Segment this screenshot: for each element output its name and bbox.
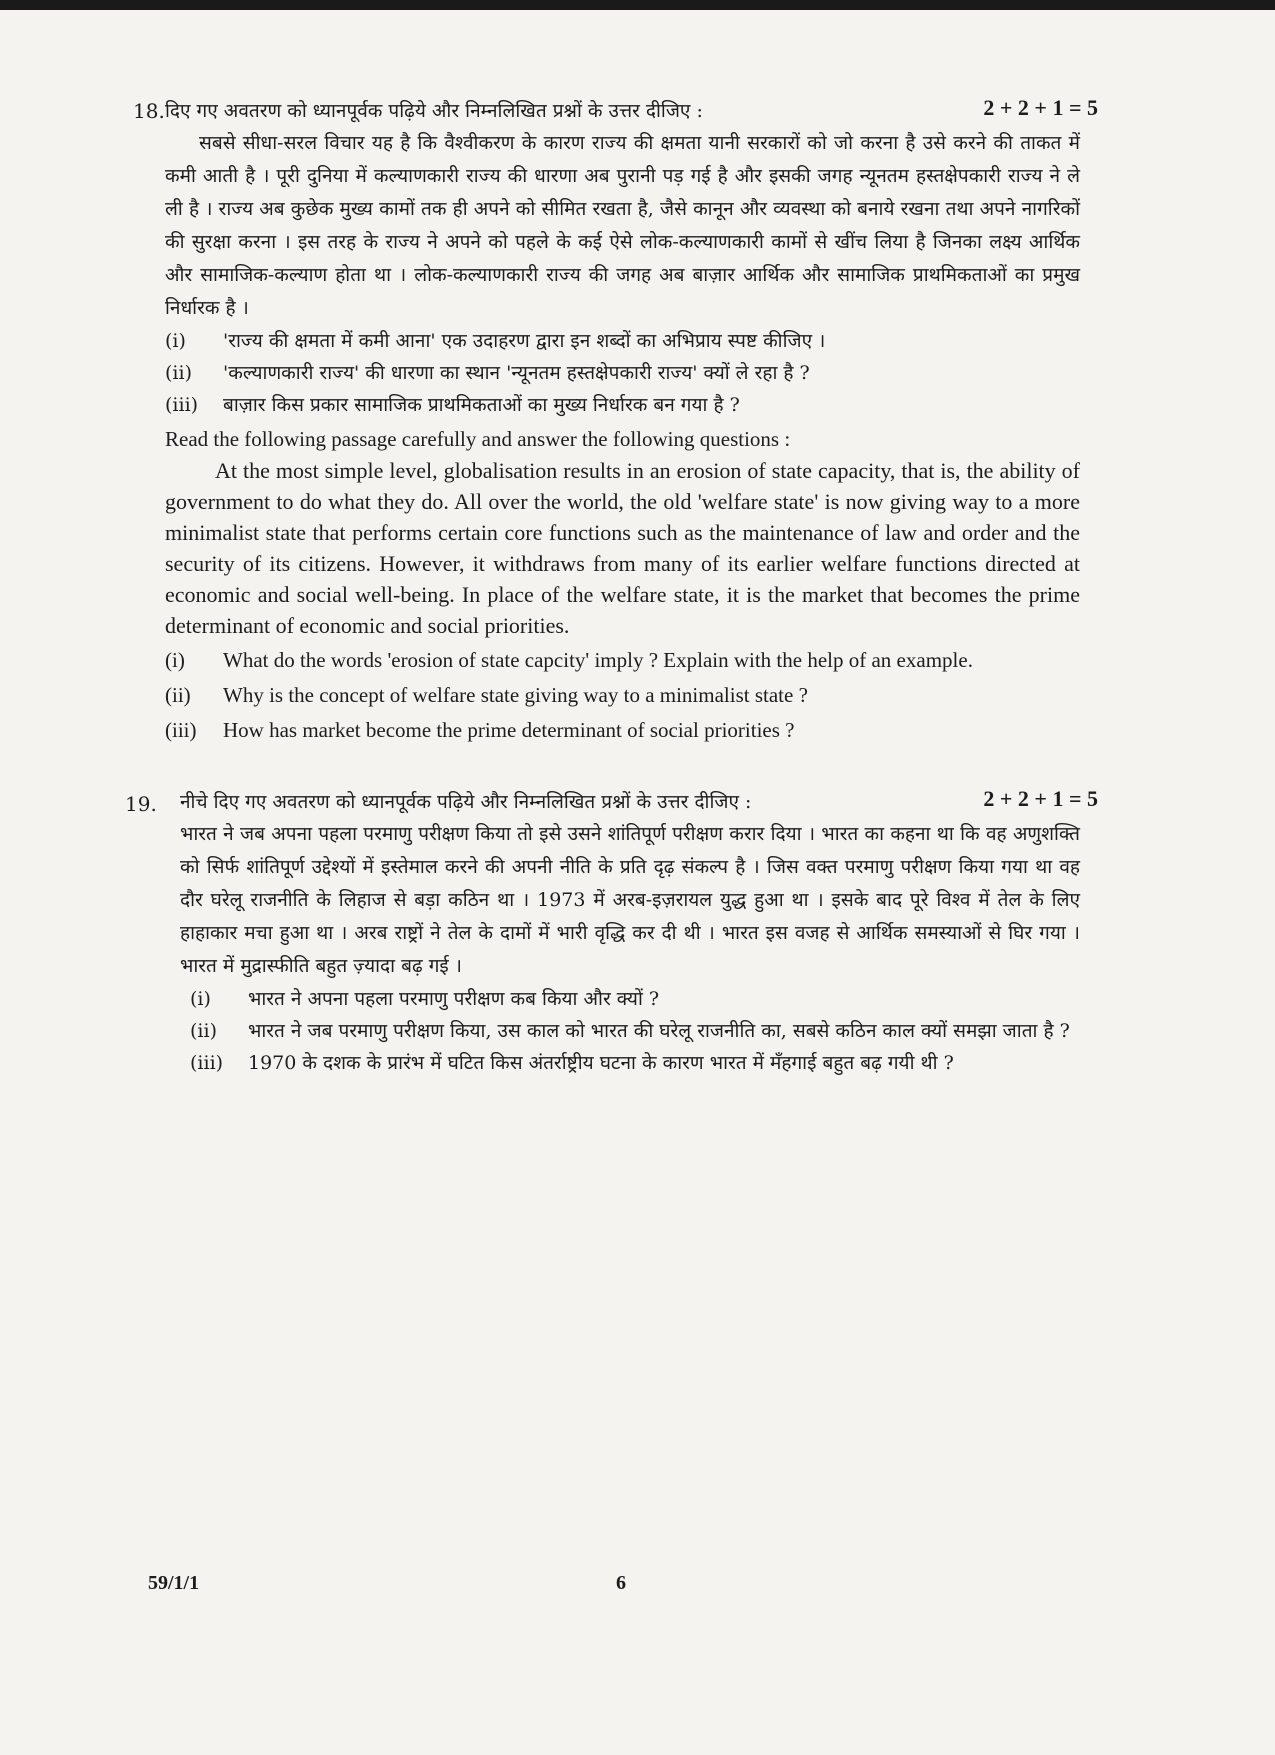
subquestion-number: (iii)	[190, 1052, 224, 1074]
question-number: 18.	[133, 99, 165, 123]
subquestion-number: (iii)	[165, 394, 199, 416]
subquestion-number: (i)	[190, 988, 211, 1010]
hindi-subquestion	[190, 1015, 1080, 1047]
exam-page	[125, 95, 1098, 1079]
marks-label: 2 + 2 + 1 = 5	[983, 95, 1098, 120]
subquestion-text: बाज़ार किस प्रकार सामाजिक प्राथमिकताओं का मुख्य निर्धारक बन गया है ?	[223, 394, 740, 416]
page-number: 6	[616, 1572, 626, 1594]
subquestion-text: What do the words 'erosion of state capcity' imply ? Explain with the help of an example.	[223, 648, 973, 672]
subquestion-number: (ii)	[190, 1020, 217, 1042]
subquestion-number: (i)	[165, 648, 185, 672]
english-subquestion	[165, 645, 1080, 676]
subquestion-number: (ii)	[165, 683, 191, 707]
marks-label: 2 + 2 + 1 = 5	[983, 786, 1098, 811]
hindi-passage: भारत ने जब अपना पहला परमाणु परीक्षण किया तो इसे उसने शांतिपूर्ण परीक्षण करार दिया । भारत का कहना था कि वह अणुशक्ति को सिर्फ शांतिपूर्ण उद्देश्यों में इस्तेमाल करने की अपनी नीति के प्रति दृढ़ संकल्प है । जिस वक्त परमाणु परीक्षण किया गया था वह दौर घरेलू राजनीति के लिहाज से बड़ा कठिन था । 1973 में अरब-इज़रायल युद्ध हुआ था । इसके बाद पूरे विश्व में तेल के लिए हाहाकार मचा हुआ था । अरब राष्ट्रों ने तेल के दामों में भारी वृद्धि कर दी थी । भारत इस वजह से आर्थिक समस्याओं से घिर गया । भारत में मुद्रास्फीति बहुत ज़्यादा बढ़ गई ।	[180, 823, 1080, 977]
subquestion-number: (ii)	[165, 362, 192, 384]
hindi-passage: सबसे सीधा-सरल विचार यह है कि वैश्वीकरण के कारण राज्य की क्षमता यानी सरकारों को जो करना है उसे करने की ताकत में कमी आती है । पूरी दुनिया में कल्याणकारी राज्य की धारणा अब पुरानी पड़ गई है और इसकी जगह न्यूनतम हस्तक्षेपकारी राज्य ने ले ली है । राज्य अब कुछेक मुख्य कामों तक ही अपने को सीमित रखता है, जैसे कानून और व्यवस्था को बनाये रखना तथा अपने नागरिकों की सुरक्षा करना । इस तरह के राज्य ने अपने को पहले के कई ऐसे लोक-कल्याणकारी कामों से खींच लिया है जिनका लक्ष्य आर्थिक और सामाजिक-कल्याण होता था । लोक-कल्याणकारी राज्य की जगह अब बाज़ार आर्थिक और सामाजिक प्राथमिकताओं का प्रमुख निर्धारक है ।	[165, 132, 1080, 319]
subquestion-text: 'राज्य की क्षमता में कमी आना' एक उदाहरण द्वारा इन शब्दों का अभिप्राय स्पष्ट कीजिए ।	[223, 330, 826, 352]
subquestion-text: 'कल्याणकारी राज्य' की धारणा का स्थान 'न्यूनतम हस्तक्षेपकारी राज्य' क्यों ले रहा है ?	[223, 362, 810, 384]
subquestion-number: (i)	[165, 330, 186, 352]
subquestion-number: (iii)	[165, 718, 197, 742]
subquestion-text: 1970 के दशक के प्रारंभ में घटित किस अंतर्राष्ट्रीय घटना के कारण भारत में मँहगाई बहुत बढ़ गयी थी ?	[248, 1052, 954, 1074]
question-number: 19.	[125, 792, 157, 816]
paper-code: 59/1/1	[148, 1572, 200, 1594]
subquestion-text: How has market become the prime determinant of social priorities ?	[223, 718, 795, 742]
question-18	[133, 95, 1098, 746]
english-instruction: Read the following passage carefully and answer the following questions :	[165, 427, 791, 451]
hindi-subquestion	[165, 325, 1080, 357]
english-subquestion	[165, 680, 1080, 711]
hindi-subquestion	[190, 983, 1080, 1015]
english-passage: At the most simple level, globalisation results in an erosion of state capacity, that is, the ability of government to do what they do. All over the world, the old 'welfare state' is now giving way to a more minimalist state that performs certain core functions such as the maintenance of law and order and the security of its citizens. However, it withdraws from many of its earlier welfare functions directed at economic and social well-being. In place of the welfare state, it is the market that becomes the prime determinant of economic and social priorities.	[165, 458, 1080, 638]
hindi-instruction: दिए गए अवतरण को ध्यानपूर्वक पढ़िये और निम्नलिखित प्रश्नों के उत्तर दीजिए :	[165, 100, 703, 122]
hindi-subquestion	[190, 1047, 1080, 1079]
subquestion-text: Why is the concept of welfare state giving way to a minimalist state ?	[223, 683, 808, 707]
scan-top-edge	[0, 0, 1275, 10]
hindi-subquestion	[165, 389, 1080, 421]
question-19	[125, 786, 1098, 1079]
hindi-subquestion	[165, 357, 1080, 389]
subquestion-text: भारत ने अपना पहला परमाणु परीक्षण कब किया और क्यों ?	[248, 988, 660, 1010]
hindi-instruction: नीचे दिए गए अवतरण को ध्यानपूर्वक पढ़िये और निम्नलिखित प्रश्नों के उत्तर दीजिए :	[180, 791, 752, 813]
subquestion-text: भारत ने जब परमाणु परीक्षण किया, उस काल को भारत की घरेलू राजनीति का, सबसे कठिन काल क्यों समझा जाता है ?	[248, 1020, 1070, 1042]
english-subquestion	[165, 715, 1080, 746]
